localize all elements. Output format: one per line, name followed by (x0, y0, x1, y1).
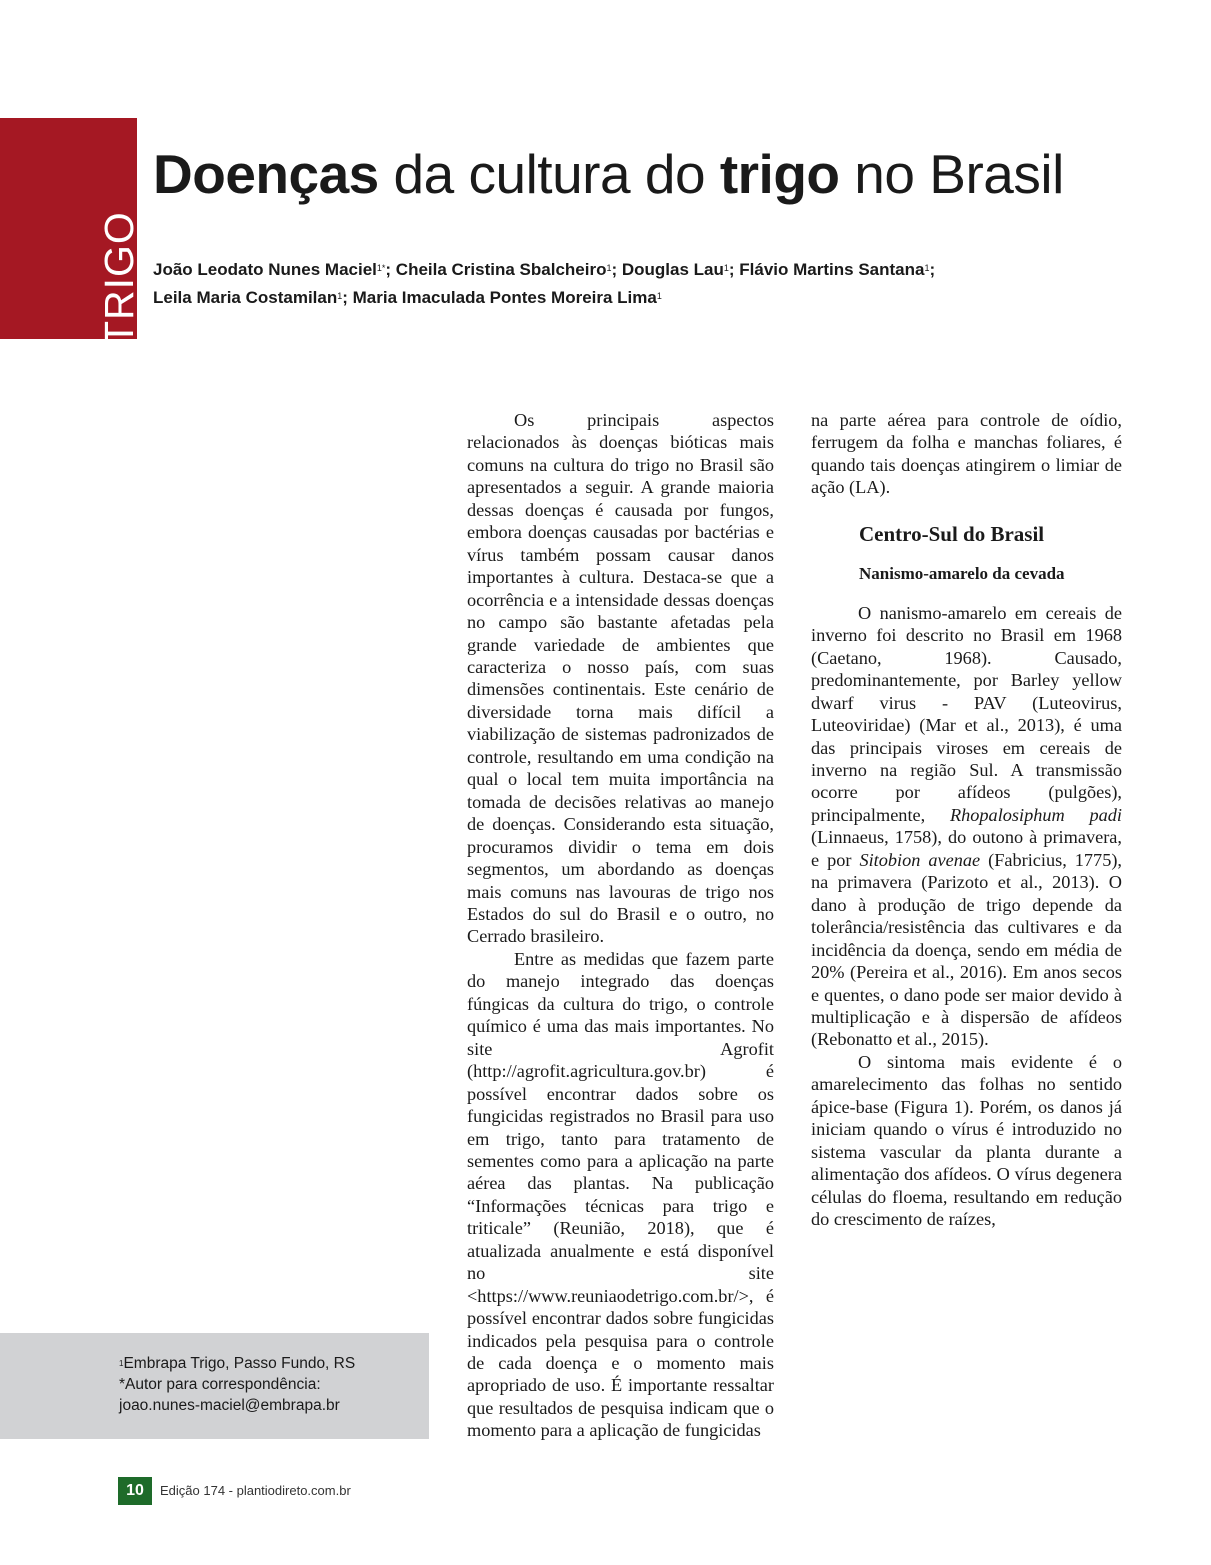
title-text-2: no Brasil (839, 143, 1064, 205)
paragraph-intro: Os principais aspectos relacionados às doenças bióticas mais comuns na cultura do trigo no Brasil são apresentados a seguir. A grande maioria dessas doenças é causada por fungos, embora doenças causadas por bactérias e vírus também possam causar danos importantes à cultura. Destaca-se que a ocorrência e a intensidade dessas doenças no campo são bastante afetadas pela grande variedade de ambientes que caracteriza o nosso país, com suas dimensões continentais. Este cenário de diversidade torna mais difícil a viabilização de sistemas padronizados de controle, resultando em uma condição na qual o local tem muita importância na tomada de decisões relativas ao manejo de doenças. Considerando esta situação, procuramos dividir o tema em dois segmentos, um abordando as doenças mais comuns nas lavouras de trigo nos Estados do sul do Brasil e o outro, no Cerrado brasileiro. (467, 410, 774, 947)
section-tab (0, 118, 142, 346)
title-text-1: da cultura do (378, 143, 720, 205)
paragraph-text: (Fabricius, 1775), na primavera (Parizoto et al., 2013). O dano à produção de trigo depende da tolerância/resistência das cultivares e da incidência da doença, sendo em média de 20% (Pereira et al., 2016). Em anos secos e quentes, o dano pode ser maior devido à multiplicação e à dispersão de afídeos (Rebonatto et al., 2015). (811, 849, 1122, 1050)
paragraph-fungicides: Entre as medidas que fazem parte do manejo integrado das doenças fúngicas da cultura do trigo, o controle químico é uma das mais importantes. No site Agrofit (http://agrofit.agricultura.gov.br) é possível encontrar dados sobre os fungicidas registrados no Brasil para uso em trigo, tanto para tratamento de sementes como para a aplicação na parte aérea das plantas. Na publicação “Informações técnicas para trigo e triticale” (Reunião, 2018), que é atualizada anualmente e está disponível no site <https://www.reuniaodetrigo.com.br/>, é possível encontrar dados sobre fungicidas indicados pela pesquisa para o controle de cada doença e o momento mais apropriado de uso. É importante ressaltar que resultados de pesquisa indicam que o momento para a aplicação de fungicidas (467, 948, 774, 1441)
author-name: ; Maria Imaculada Pontes Moreira Lima (342, 288, 657, 307)
author-affiliation: 1 (723, 263, 729, 273)
footer-edition: Edição 174 - plantiodireto.com.br (160, 1483, 351, 1498)
author-affiliation: 1 (606, 263, 612, 273)
page-number: 10 (118, 1477, 152, 1505)
author-affiliation: 1* (376, 263, 386, 273)
footnote-affiliation (119, 1353, 355, 1374)
author-list (153, 256, 1033, 312)
footnote-email: joao.nunes-maciel@embrapa.br (119, 1397, 340, 1414)
title-bold-2: trigo (719, 143, 840, 205)
species-name: Sitobion avenae (859, 849, 981, 870)
author-affiliation: 1 (337, 291, 343, 301)
footnote-contact-label: *Autor para correspondência: (119, 1376, 321, 1393)
author-name: Leila Maria Costamilan (153, 288, 338, 307)
author-affiliation: 1 (656, 291, 662, 301)
paragraph-dwarf-virus (811, 602, 1122, 1051)
author-separator: ; (929, 260, 936, 279)
paragraph-symptoms: O sintoma mais evidente é o amarelecimento das folhas no sentido ápice-base (Figura 1). Porém, os danos já iniciam quando o vírus é introduzido no sistema vascular da planta durante a alimentação dos afídeos. O vírus degenera células do floema, resultando em redução do crescimento de raízes, (811, 1051, 1122, 1230)
author-name: ; Cheila Cristina Sbalcheiro (385, 260, 607, 279)
author-name: ; Douglas Lau (611, 260, 724, 279)
paragraph-fungicides-start (467, 948, 774, 1442)
text-column-right (811, 409, 1122, 1231)
page-title (153, 138, 1064, 210)
section-tab-label: TRIGO (96, 211, 142, 346)
section-heading: Centro-Sul do Brasil (859, 521, 1045, 546)
author-name: ; Flávio Martins Santana (728, 260, 925, 279)
footnote-marker: 1 (119, 1359, 124, 1368)
text-column-left (467, 409, 774, 1442)
title-bold-1: Doenças (153, 143, 379, 205)
paragraph-fungicides-continued: na parte aérea para controle de oídio, ferrugem da folha e manchas foliares, é quando tais doenças atingirem o limiar de ação (LA). (811, 410, 1122, 498)
footnote-text: Embrapa Trigo, Passo Fundo, RS (123, 1355, 356, 1372)
affiliation-footnote (0, 1333, 429, 1439)
paragraph-text: (Linnaeus, 1758), do outono à primavera, e por (811, 827, 1122, 870)
paragraph-text: O nanismo-amarelo em cereais de inverno foi descrito no Brasil em 1968 (Caetano, 1968). Causado, predominantemente, por Barley yellow dwarf virus - PAV (Luteovirus, Luteoviridae) (Mar et al., 2013), é uma das principais viroses em cereais de inverno na região Sul. A transmissão ocorre por afídeos (pulgões), principalmente, (811, 602, 1122, 825)
author-name: João Leodato Nunes Maciel (153, 260, 377, 279)
subsection-heading: Nanismo-amarelo da cevada (859, 563, 1065, 583)
species-name: Rhopalosiphum padi (949, 804, 1122, 825)
author-affiliation: 1 (924, 263, 930, 273)
